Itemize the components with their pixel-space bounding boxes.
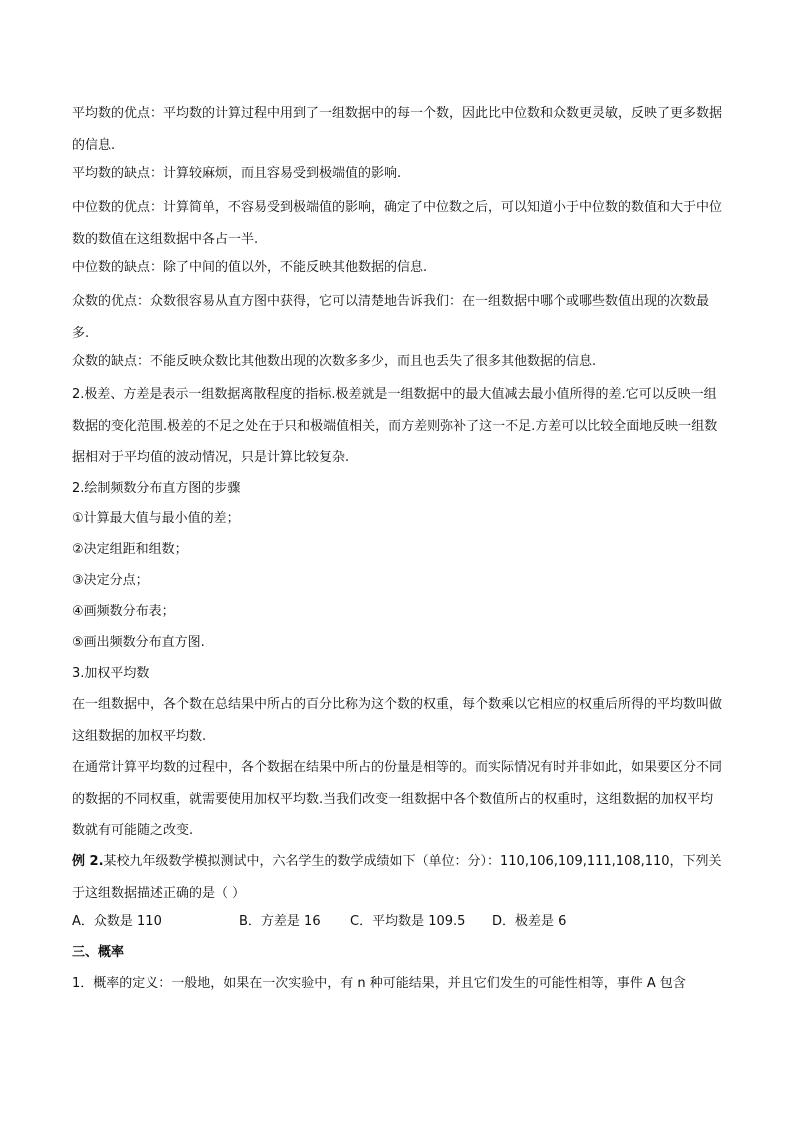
median-cons-paragraph: 中位数的缺点：除了中间的值以外，不能反映其他数据的信息. [72, 260, 428, 275]
option-a: A．众数是 110 [72, 914, 162, 929]
mode-pros-paragraph: 众数的优点：众数很容易从直方图中获得，它可以清楚地告诉我们：在一组数据中哪个或哪些数值出现的次数最多. [72, 294, 710, 341]
range-variance-paragraph: 2.极差、方差是表示一组数据离散程度的指标.极差就是一组数据中的最大值减去最小值所得的差.它可以反映一组数据的变化范围.极差的不足之处在于只和极端值相关，而方差则弥补了这一不足.方差可以比较全面地反映一组数据相对于平均值的波动情况，只是计算比较复杂. [72, 387, 718, 465]
histogram-steps-heading: 2.绘制频数分布直方图的步骤 [72, 481, 241, 496]
weighted-mean-explanation: 在通常计算平均数的过程中，各个数据在结果中所占的份量是相等的。而实际情况有时并非如此，如果要区分不同的数据的不同权重，就需要使用加权平均数.当我们改变一组数据中各个数值所占的权重时，这组数据的加权平均数就有可能随之改变. [72, 760, 723, 838]
weighted-mean-heading: 3.加权平均数 [72, 666, 150, 681]
probability-definition: 1．概率的定义：一般地，如果在一次实验中，有 n 种可能结果，并且它们发生的可能性相等，事件 A 包含 [72, 976, 686, 991]
probability-heading: 三、概率 [72, 945, 125, 960]
histogram-step-item: ④画频数分布表； [72, 604, 175, 619]
mean-pros-paragraph: 平均数的优点：平均数的计算过程中用到了一组数据中的每一个数，因此比中位数和众数更灵敏，反映了更多数据的信息. [72, 106, 723, 153]
option-c: C．平均数是 109.5 [350, 914, 466, 929]
option-b: B．方差是 16 [239, 914, 321, 929]
histogram-step-item: ①计算最大值与最小值的差； [72, 511, 240, 526]
example-options [72, 912, 732, 932]
option-d: D．极差是 6 [492, 914, 567, 929]
mode-cons-paragraph: 众数的缺点：不能反映众数比其他数出现的次数多多少，而且也丢失了很多其他数据的信息. [72, 354, 597, 369]
example-question [72, 846, 724, 909]
weighted-mean-definition: 在一组数据中，各个数在总结果中所占的百分比称为这个数的权重，每个数乘以它相应的权重后所得的平均数叫做这组数据的加权平均数. [72, 697, 723, 744]
example-label: 例 2. [72, 854, 104, 869]
median-pros-paragraph: 中位数的优点：计算简单，不容易受到极端值的影响，确定了中位数之后，可以知道小于中位数的数值和大于中位数的数值在这组数据中各占一半. [72, 200, 723, 247]
histogram-step-item: ②决定组距和组数； [72, 542, 188, 557]
mean-cons-paragraph: 平均数的缺点：计算较麻烦，而且容易受到极端值的影响. [72, 166, 402, 181]
histogram-step-item: ⑤画出频数分布直方图. [72, 635, 205, 650]
example-question-text: 某校九年级数学模拟测试中，六名学生的数学成绩如下（单位：分）：110,106,109,111,108,110，下列关于这组数据描述正确的是（ ） [72, 854, 722, 901]
histogram-step-item: ③决定分点； [72, 573, 149, 588]
